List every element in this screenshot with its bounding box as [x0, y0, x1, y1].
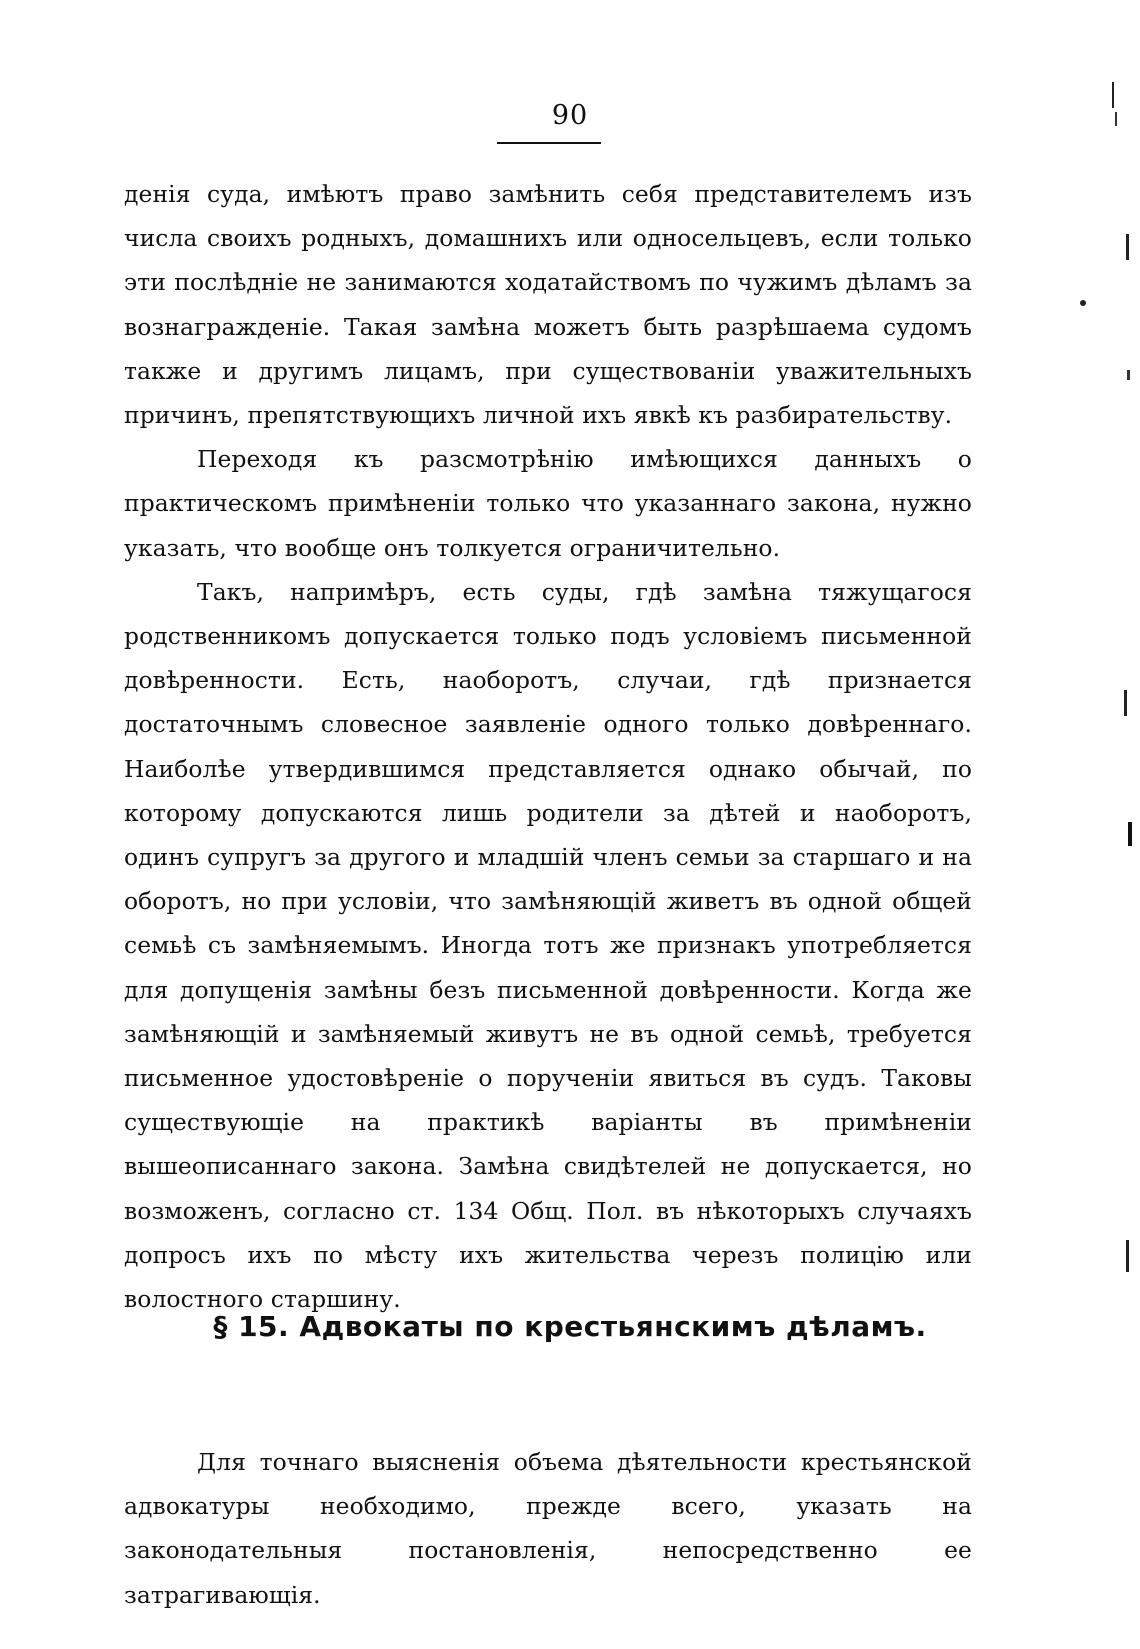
paragraph-continuation: денія суда, имѣютъ право замѣнить себя представителемъ изъ числа своихъ родныхъ, домашнихъ или односельцевъ, если только эти послѣдніе не занимаются ходатайствомъ по чужимъ дѣламъ за вознагражденіе. Такая замѣна можетъ быть разрѣшаема судомъ также и другимъ лицамъ, при существованіи уважительныхъ причинъ, препятствующихъ личной ихъ явкѣ къ разбирательству. — [124, 180, 972, 430]
paragraph-examples: Такъ, напримѣръ, есть суды, гдѣ замѣна тяжущагося родственникомъ допускается только подъ условіемъ письменной довѣренности. Есть, наоборотъ, случаи, гдѣ признается достаточнымъ словесное заявленіе одного только довѣреннаго. Наиболѣе утвердившимся представляется однако обычай, по которому допускаются лишь родители за дѣтей и наоборотъ, одинъ супругъ за другого и младшій членъ семьи за старшаго и на оборотъ, но при условіи, что замѣняющій живетъ въ одной общей семьѣ съ замѣняемымъ. Иногда тотъ же признакъ употребляется для допущенія замѣны безъ письменной довѣренности. Когда же замѣняющій и замѣняемый живутъ не въ одной семьѣ, требуется письменное удостовѣреніе о порученіи явиться въ судъ. Таковы существующіе на практикѣ варіанты въ примѣненіи вышеописаннаго закона. Замѣна свидѣтелей не допускается, но возможенъ, согласно ст. 134 Общ. Пол. въ нѣкоторыхъ случаяхъ допросъ ихъ по мѣсту ихъ жительства черезъ полицію или волостного старшину. — [124, 577, 972, 1314]
paragraph-section-intro: Для точнаго выясненія объема дѣятельности крестьянской адвокатуры необходимо, прежде всего, указать на законодательныя постановленія, непосредственно ее затрагивающія. — [124, 1448, 972, 1609]
section-heading: § 15. Адвокаты по крестьянскимъ дѣламъ. — [213, 1310, 927, 1343]
page-number: 90 — [551, 100, 589, 131]
paragraph-practical-application: Переходя къ разсмотрѣнію имѣющихся данныхъ о практическомъ примѣненіи только что указаннаго закона, нужно указать, что вообще онъ толкуется ограничительно. — [124, 445, 972, 562]
